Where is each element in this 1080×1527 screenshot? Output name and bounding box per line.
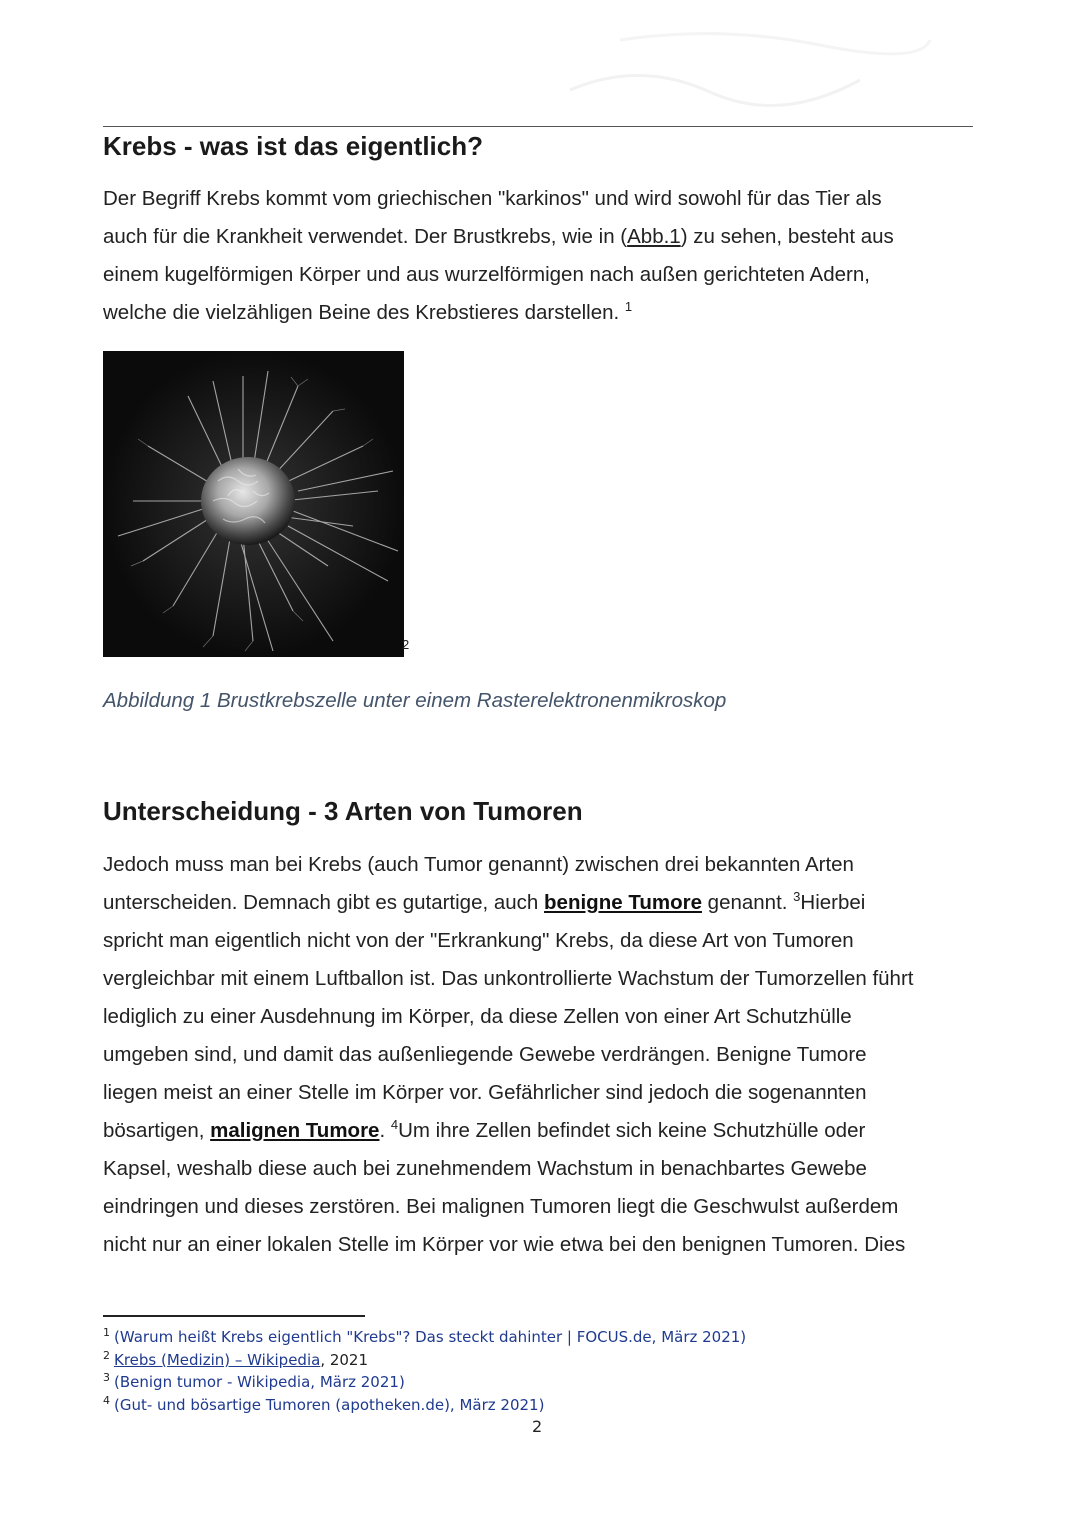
intro-line-1: Der Begriff Krebs kommt vom griechischen "karkinos" und wird sowohl für das Tier als bbox=[103, 187, 882, 210]
body-line-10: eindringen und dieses zerstören. Bei malignen Tumoren liegt die Geschwulst außerdem bbox=[103, 1195, 899, 1218]
body-paragraph bbox=[103, 846, 978, 1264]
footnote-3: $^3$ (Benign tumor - Wikipedia, März 2021) bbox=[103, 1371, 405, 1391]
footnote-ref-3[interactable]: 3 bbox=[793, 889, 801, 905]
footnote-separator bbox=[103, 1315, 365, 1317]
faint-background-marks bbox=[560, 20, 940, 110]
maligne-tumore-term: malignen Tumore bbox=[210, 1119, 380, 1142]
figure-reference-link[interactable]: Abb.1 bbox=[627, 225, 681, 248]
page-number: 2 bbox=[532, 1417, 543, 1436]
section-heading-krebs: Krebs - was ist das eigentlich? bbox=[103, 131, 483, 161]
body-line-7: liegen meist an einer Stelle im Körper vor. Gefährlicher sind jedoch die sogenannten bbox=[103, 1081, 867, 1104]
footnote-4-link[interactable]: (Gut- und bösartige Tumoren (apotheken.de), März 2021) bbox=[114, 1395, 545, 1414]
body-line-8: bösartigen, malignen Tumore. $^4$Um ihre Zellen befindet sich keine Schutzhülle oder bbox=[103, 1117, 866, 1142]
intro-paragraph bbox=[103, 180, 978, 332]
footnote-ref-4[interactable]: 4 bbox=[390, 1117, 399, 1133]
intro-line-4: welche die vielzähligen Beine des Krebstieres darstellen. $^1$ bbox=[103, 299, 633, 324]
top-rule bbox=[103, 126, 973, 127]
figure-caption: Abbildung 1 Brustkrebszelle unter einem Rasterelektronenmikroskop bbox=[103, 689, 727, 712]
body-line-9: Kapsel, weshalb diese auch bei zunehmendem Wachstum in benachbartes Gewebe bbox=[103, 1157, 867, 1180]
footnote-3-link[interactable]: (Benign tumor - Wikipedia, März 2021) bbox=[114, 1373, 405, 1391]
footnote-1: $^1$ (Warum heißt Krebs eigentlich "Krebs"? Das steckt dahinter | FOCUS.de, März 2021) bbox=[103, 1326, 747, 1346]
body-line-6: umgeben sind, und damit das außenliegende Gewebe verdrängen. Benigne Tumore bbox=[103, 1043, 867, 1066]
body-line-4: vergleichbar mit einem Luftballon ist. Das unkontrollierte Wachstum der Tumorzellen führt bbox=[103, 967, 914, 990]
body-line-11: nicht nur an einer lokalen Stelle im Körper vor wie etwa bei den benignen Tumoren. Dies bbox=[103, 1233, 906, 1256]
body-line-2: unterscheiden. Demnach gibt es gutartige, auch benigne Tumore genannt. $^3$Hierbei bbox=[103, 889, 866, 914]
footnote-1-link[interactable]: (Warum heißt Krebs eigentlich "Krebs"? Das steckt dahinter | FOCUS.de, März 2021) bbox=[114, 1328, 747, 1346]
intro-line-3: einem kugelförmigen Körper und aus wurzelförmigen nach außen gerichteten Adern, bbox=[103, 263, 870, 286]
footnote-ref-1[interactable]: 1 bbox=[624, 299, 633, 315]
body-line-3: spricht man eigentlich nicht von der "Erkrankung" Krebs, da diese Art von Tumoren bbox=[103, 929, 854, 952]
footnote-4: $^4$ (Gut- und bösartige Tumoren (apotheken.de), März 2021) bbox=[103, 1393, 545, 1414]
cell-image-drawing bbox=[103, 351, 404, 657]
benigne-tumore-term: benigne Tumore bbox=[544, 891, 702, 914]
intro-line-2: auch für die Krankheit verwendet. Der Brustkrebs, wie in (Abb.1) zu sehen, besteht aus bbox=[103, 225, 894, 248]
body-line-1: Jedoch muss man bei Krebs (auch Tumor genannt) zwischen drei bekannten Arten bbox=[103, 853, 854, 876]
figure-footnote-mark: 2 bbox=[402, 637, 410, 652]
footnote-2: $^2$ Krebs (Medizin) – Wikipedia, 2021 bbox=[103, 1348, 369, 1369]
footnotes bbox=[103, 1326, 746, 1416]
section-heading-unterscheidung: Unterscheidung - 3 Arten von Tumoren bbox=[103, 796, 583, 826]
cancer-cell-micrograph bbox=[103, 351, 404, 657]
footnote-2-link[interactable]: Krebs (Medizin) – Wikipedia bbox=[114, 1350, 321, 1369]
body-line-5: lediglich zu einer Ausdehnung im Körper, da diese Zellen von einer Art Schutzhülle bbox=[103, 1005, 852, 1028]
